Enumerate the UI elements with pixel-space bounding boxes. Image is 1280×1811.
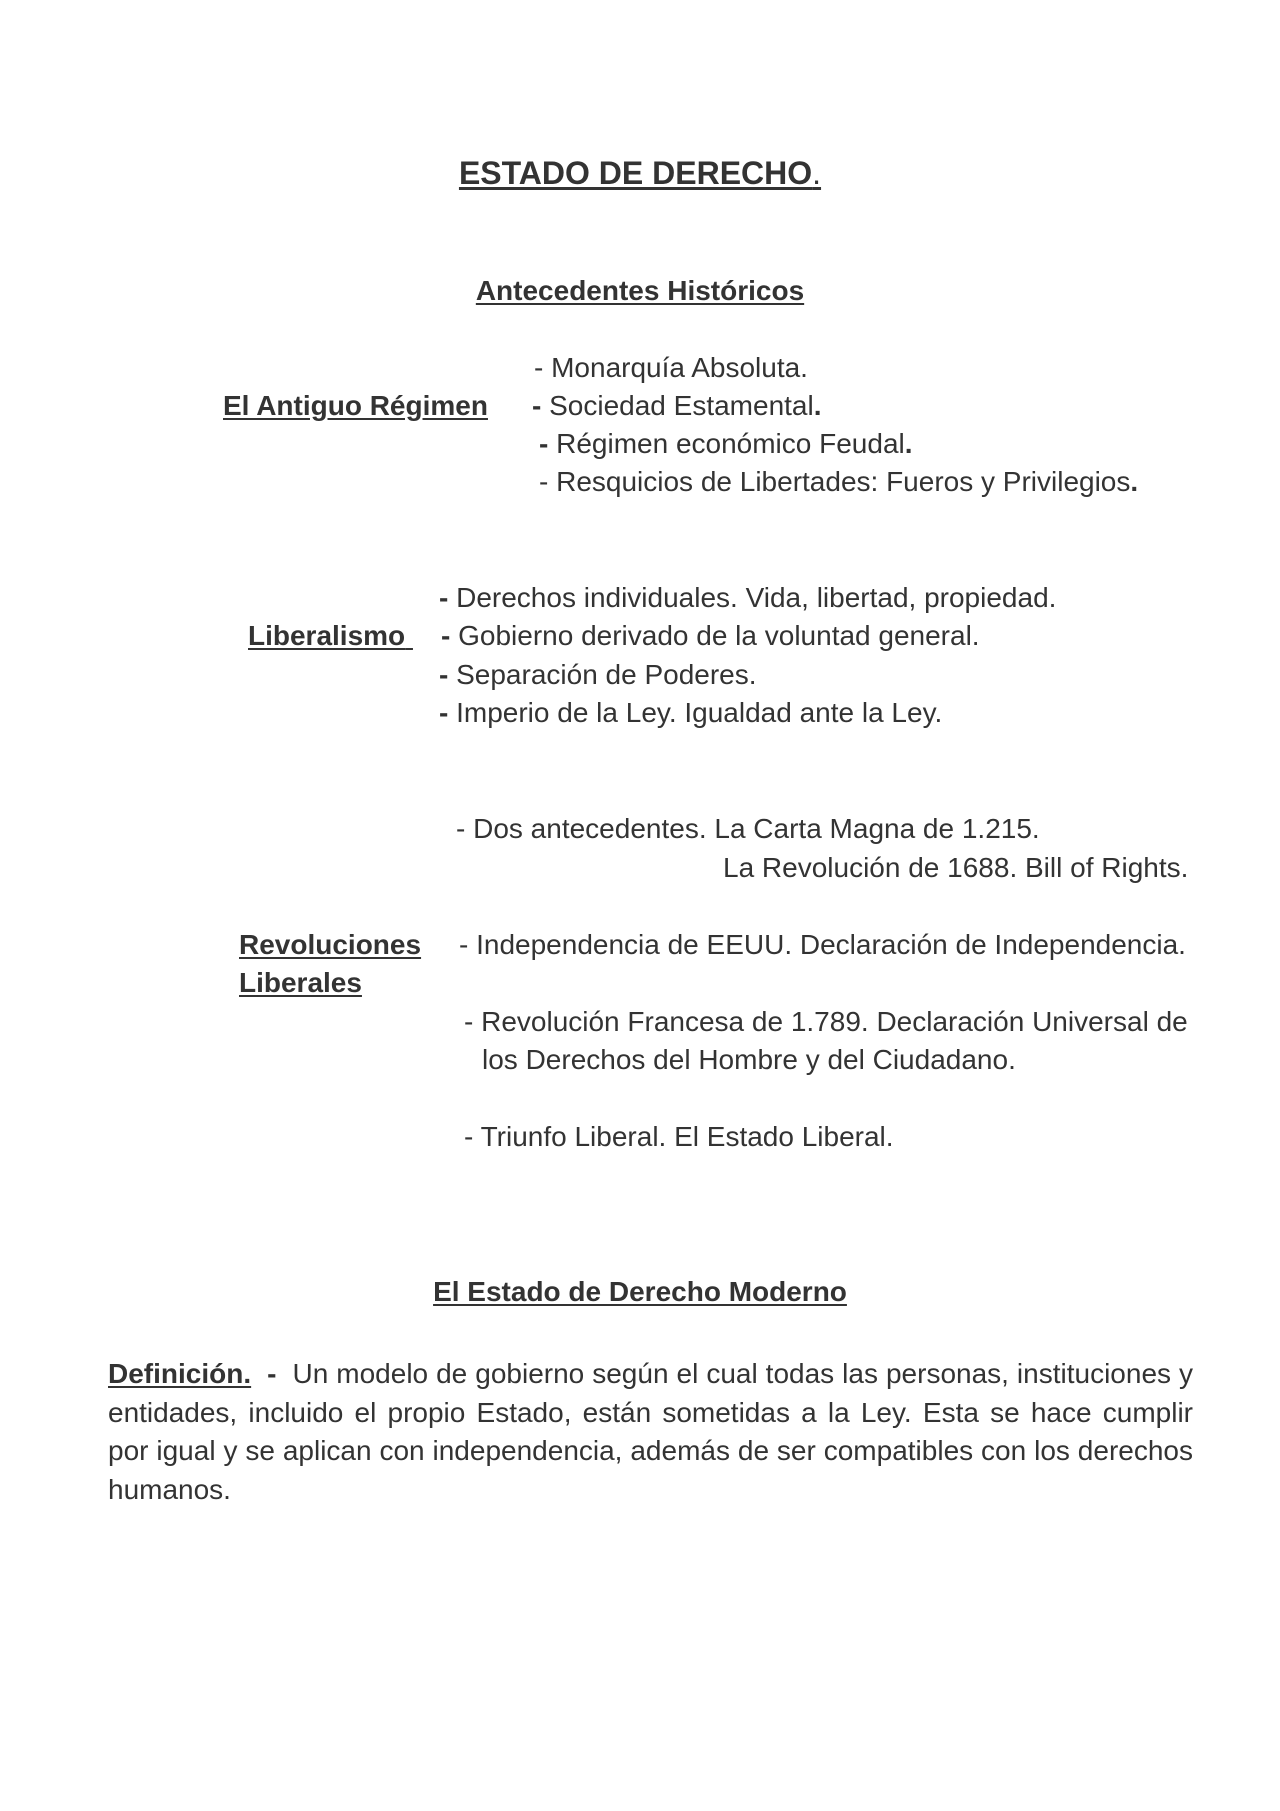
revoluciones-item-triunfo: - Triunfo Liberal. El Estado Liberal. — [464, 1121, 894, 1152]
antiguo-regimen-item: - Régimen económico Feudal. — [539, 428, 913, 459]
section-heading-antecedentes: Antecedentes Históricos — [475, 275, 805, 306]
definition-dash: - — [267, 1358, 277, 1389]
section-heading-estado-moderno: El Estado de Derecho Moderno — [433, 1276, 847, 1307]
liberalismo-label: Liberalismo — [248, 620, 406, 651]
antiguo-regimen-item: - Resquicios de Libertades: Fueros y Privilegios. — [539, 466, 1139, 497]
title-text: ESTADO DE DERECHO — [458, 155, 813, 191]
revoluciones-antecedentes-cont: La Revolución de 1688. Bill of Rights. — [723, 852, 1189, 883]
liberalismo-item: - Imperio de la Ley. Igualdad ante la Ley. — [439, 697, 943, 728]
revoluciones-item-francesa: - Revolución Francesa de 1.789. Declaración Universal de — [464, 1006, 1188, 1037]
definition-label: Definición. — [108, 1358, 252, 1389]
title-period: . — [812, 155, 822, 191]
liberalismo-item: - Derechos individuales. Vida, libertad, propiedad. — [439, 582, 1057, 613]
antiguo-regimen-item: - Monarquía Absoluta. — [534, 352, 808, 383]
revoluciones-label: Revoluciones — [239, 929, 422, 960]
definition-paragraph — [108, 1355, 1193, 1509]
antiguo-regimen-label: El Antiguo Régimen — [223, 390, 488, 421]
page-title — [0, 152, 1280, 194]
definition-text: Un modelo de gobierno según el cual todas las personas, instituciones y entidades, incluido el propio Estado, están sometidas a la Ley. Esta se hace cumplir por igual y se aplican con independencia, además de ser compatibles con los derechos humanos. — [108, 1358, 1194, 1505]
antiguo-regimen-item: - Sociedad Estamental. — [532, 390, 822, 421]
liberalismo-item: - Separación de Poderes. — [439, 659, 757, 690]
revoluciones-antecedentes: - Dos antecedentes. La Carta Magna de 1.215. — [456, 813, 1040, 844]
revoluciones-item-francesa-cont: los Derechos del Hombre y del Ciudadano. — [482, 1044, 1016, 1075]
liberalismo-item: - Gobierno derivado de la voluntad general. — [441, 620, 980, 651]
revoluciones-label-line2: Liberales — [239, 967, 362, 998]
revoluciones-item-eeuu: - Independencia de EEUU. Declaración de Independencia. — [459, 929, 1186, 960]
